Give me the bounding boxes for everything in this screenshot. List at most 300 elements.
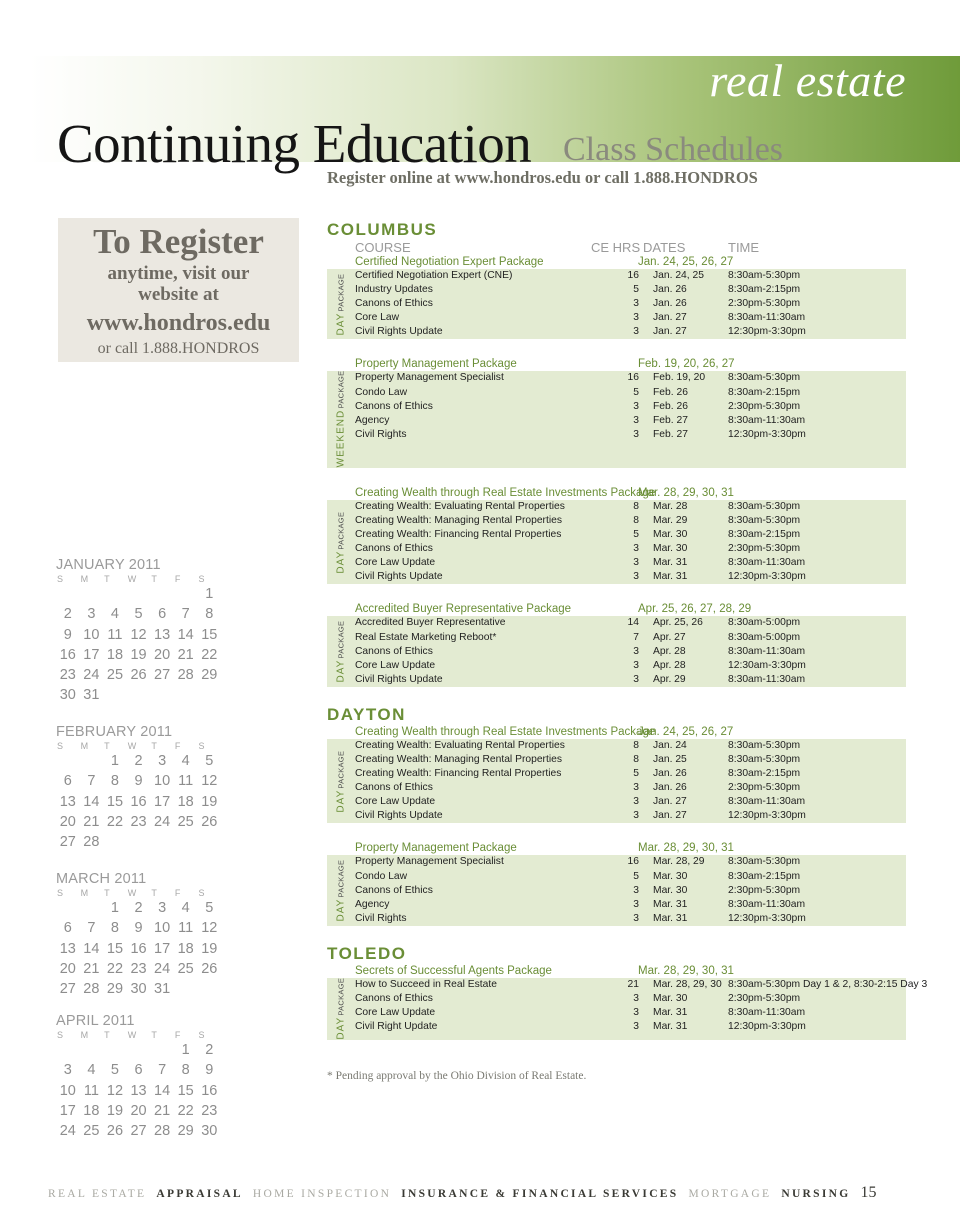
course-time: 8:30am-11:30am: [728, 645, 806, 657]
calendar-day: 5: [110, 1062, 119, 1079]
calendar-day: 19: [201, 793, 218, 810]
calendar-month-title: APRIL 2011: [56, 1013, 135, 1029]
calendar-day: [56, 584, 80, 604]
ce-hours: 3: [633, 782, 639, 794]
table-row: [355, 898, 906, 912]
calendar-day: [127, 584, 151, 604]
column-header-time: TIME: [728, 240, 760, 255]
package-side-sublabel: PACKAGE: [336, 977, 346, 1016]
calendar-day: [150, 832, 174, 852]
package-rows: [355, 616, 906, 686]
package-side-sublabel: PACKAGE: [336, 750, 346, 789]
calendar-day: [80, 898, 104, 918]
package-side-label: [327, 739, 355, 824]
calendar-weekday: S: [57, 888, 64, 898]
course-time: 12:30pm-3:30pm: [728, 1021, 806, 1033]
calendar-weekday: W: [127, 741, 137, 751]
calendar-day: [103, 685, 127, 705]
ce-hours: 3: [633, 298, 639, 310]
calendar-day: 22: [177, 1102, 194, 1119]
calendar-week: [56, 918, 221, 938]
course-name: Accredited Buyer Representative: [355, 617, 506, 629]
footer-category-link[interactable]: HOME INSPECTION: [252, 1188, 392, 1200]
calendar-weekday: M: [80, 741, 89, 751]
calendar-week: [56, 1121, 221, 1141]
calendar-day: 20: [59, 813, 76, 830]
course-dates: Mar. 31: [653, 557, 688, 569]
calendar-day: 1: [181, 1042, 190, 1058]
package-table: [327, 371, 906, 467]
calendar-day: [197, 979, 221, 999]
footnote: * Pending approval by the Ohio Division of Real Estate.: [327, 1070, 587, 1082]
calendar-weekday: S: [57, 1030, 64, 1040]
calendar-day: 8: [181, 1062, 190, 1079]
footer-category-link[interactable]: REAL ESTATE: [48, 1188, 147, 1200]
calendar-day: [174, 979, 198, 999]
table-row: [355, 269, 906, 283]
course-time: 8:30am-11:30am: [728, 673, 806, 685]
calendar-day: [150, 685, 174, 705]
city-section: [327, 220, 906, 687]
calendar-day: 16: [59, 646, 76, 663]
course-time: 8:30am-2:15pm: [728, 284, 801, 296]
course-dates: Jan. 24, 25: [653, 270, 704, 281]
calendar-day: 19: [106, 1102, 124, 1119]
calendar-day: 13: [154, 626, 171, 643]
package-side-label: [327, 269, 355, 339]
calendar-day: 13: [59, 793, 76, 810]
ce-hours: 5: [633, 284, 639, 296]
course-dates: Feb. 27: [653, 428, 688, 440]
ce-hours: 3: [633, 571, 639, 583]
course-name: Canons of Ethics: [355, 298, 433, 310]
course-dates: Feb. 26: [653, 400, 688, 412]
calendar-week: [56, 685, 221, 705]
calendar-day: [103, 584, 127, 604]
package-type-label: DAY: [335, 312, 347, 336]
calendar-day: 18: [177, 793, 194, 810]
calendar-day: 8: [110, 920, 119, 937]
package-table: [327, 500, 906, 585]
calendar-day: [56, 1040, 80, 1060]
package-title-row: [327, 602, 906, 616]
course-dates: Mar. 28, 29: [653, 856, 705, 868]
footer-category-link[interactable]: NURSING: [781, 1188, 851, 1200]
calendar-day: 18: [106, 646, 124, 663]
register-website-link[interactable]: www.hondros.edu: [86, 310, 271, 336]
course-dates: Feb. 19, 20: [653, 372, 706, 384]
calendar-day: [174, 584, 198, 604]
course-name: Canons of Ethics: [355, 400, 433, 412]
ce-hours: 3: [633, 543, 639, 555]
table-row: [355, 514, 906, 528]
calendar-day: 21: [83, 813, 100, 830]
package-table: [327, 616, 906, 686]
ce-hours: 3: [633, 1007, 639, 1019]
calendar-month-title: JANUARY 2011: [56, 557, 161, 573]
course-time: 12:30am-3:30pm: [728, 659, 806, 671]
course-name: Core Law Update: [355, 659, 436, 671]
course-name: Core Law: [355, 312, 400, 324]
package-side-sublabel: PACKAGE: [336, 371, 346, 410]
package-rows: [355, 371, 906, 467]
column-header-course: COURSE: [355, 240, 411, 255]
package-side-sublabel: PACKAGE: [336, 273, 346, 312]
course-dates: Mar. 31: [653, 898, 688, 910]
package-dates: Jan. 24, 25, 26, 27: [638, 256, 734, 268]
table-row: [355, 616, 906, 630]
table-row: [355, 542, 906, 556]
course-name: Civil Rights Update: [355, 673, 443, 685]
calendar-day: 28: [177, 667, 194, 684]
calendar-week: [56, 751, 221, 771]
calendar-day: 25: [177, 813, 194, 830]
calendar-week: [56, 625, 221, 645]
month-calendar: [56, 724, 221, 852]
calendar-day: 18: [83, 1102, 100, 1119]
package-rows: [355, 500, 906, 585]
course-name: Industry Updates: [355, 284, 433, 296]
calendar-weekday: T: [151, 888, 157, 898]
calendar-weekday: S: [57, 741, 64, 751]
course-dates: Jan. 27: [653, 312, 687, 324]
calendar-week: [56, 792, 221, 812]
register-phone: or call 1.888.HONDROS: [97, 340, 260, 357]
calendar-week: [56, 959, 221, 979]
course-name: Real Estate Marketing Reboot*: [355, 631, 497, 643]
calendar-weekday: T: [151, 1030, 157, 1040]
register-box: [58, 218, 299, 362]
course-time: 8:30am-2:15pm: [728, 386, 801, 398]
page-subtitle: Class Schedules: [563, 131, 784, 168]
ce-hours: 8: [633, 739, 639, 751]
course-dates: Mar. 30: [653, 884, 688, 896]
calendar-day: 16: [130, 793, 147, 810]
calendar-day: 30: [59, 687, 76, 704]
course-dates: Apr. 28: [653, 659, 686, 671]
calendar-day: 13: [59, 940, 76, 957]
calendar-weekday: F: [174, 1030, 181, 1040]
package-type-label: DAY: [335, 659, 347, 683]
calendar-day: [80, 584, 104, 604]
table-row: [355, 855, 906, 869]
course-time: 8:30am-5:30pm: [728, 500, 801, 512]
calendar-day: 10: [83, 626, 100, 643]
calendar-weekday-row: [56, 741, 221, 751]
calendar-week: [56, 939, 221, 959]
calendar-day: [80, 751, 104, 771]
calendar-day: 26: [130, 667, 147, 684]
package-title: Secrets of Successful Agents Package: [355, 964, 552, 977]
course-name: Creating Wealth: Managing Rental Properties: [355, 514, 563, 526]
course-dates: Jan. 27: [653, 796, 687, 808]
ce-hours: 3: [633, 326, 639, 338]
course-time: 8:30am-11:30am: [728, 414, 806, 426]
table-row: [355, 978, 927, 992]
footer-category-link[interactable]: INSURANCE & FINANCIAL SERVICES: [401, 1188, 679, 1200]
course-time: 8:30am-11:30am: [728, 898, 806, 910]
course-time: 8:30am-2:15pm: [728, 768, 801, 780]
course-dates: Mar. 31: [653, 571, 688, 583]
course-time: 2:30pm-5:30pm: [728, 298, 801, 310]
course-dates: Jan. 24: [653, 739, 687, 751]
calendar-day: 31: [154, 981, 171, 998]
calendar-day: 8: [110, 773, 119, 790]
package-side-label: [327, 855, 355, 925]
course-name: Certified Negotiation Expert (CNE): [355, 270, 513, 281]
city-section: [327, 705, 906, 926]
course-dates: Jan. 27: [653, 326, 687, 338]
table-row: [355, 283, 906, 297]
package-rows: [355, 269, 906, 339]
ce-hours: 16: [627, 372, 639, 384]
calendar-month-title: MARCH 2011: [56, 871, 147, 887]
calendar-day: 16: [201, 1082, 218, 1099]
course-time: 2:30pm-5:30pm: [728, 543, 801, 555]
calendar-day: 29: [106, 981, 124, 998]
package-title-row: [327, 255, 906, 269]
calendar-day: [103, 1040, 127, 1060]
package-side-label: [327, 978, 355, 1040]
package-rows: [355, 855, 906, 925]
course-name: Civil Right Update: [355, 1021, 438, 1033]
calendar-day: 6: [134, 1062, 143, 1079]
table-row: [355, 414, 906, 428]
calendar-day: 27: [59, 981, 76, 998]
table-row: [355, 556, 906, 570]
package-table: [327, 739, 906, 824]
calendar-day: 9: [63, 626, 72, 643]
calendar-day: 2: [63, 606, 72, 623]
package-side-label: [327, 616, 355, 686]
course-time: 8:30am-2:15pm: [728, 529, 801, 541]
calendar-day: 17: [83, 646, 100, 663]
calendar-day: 14: [83, 793, 100, 810]
calendar-weekday: T: [104, 741, 110, 751]
calendar-day: 26: [201, 960, 218, 977]
course-dates: Apr. 29: [653, 673, 686, 685]
course-name: Creating Wealth: Managing Rental Properties: [355, 753, 563, 765]
calendar-day: 25: [177, 960, 194, 977]
page-title: Continuing Education: [57, 113, 532, 174]
calendar-day: 8: [205, 606, 214, 623]
calendar-weekday: T: [104, 574, 110, 584]
course-time: 8:30am-11:30am: [728, 312, 806, 324]
table-row: [355, 739, 906, 753]
package-title: Creating Wealth through Real Estate Investments Package: [355, 486, 656, 499]
course-name: Core Law Update: [355, 1007, 436, 1019]
calendar-day: 2: [134, 900, 143, 916]
month-calendar: [56, 871, 221, 999]
calendar-day: 5: [205, 900, 214, 916]
footer-category-link[interactable]: MORTGAGE: [688, 1188, 772, 1200]
calendar-day: 12: [130, 626, 147, 643]
calendar-day: 1: [110, 900, 119, 916]
course-dates: Jan. 26: [653, 768, 687, 780]
course-dates: Mar. 28: [653, 500, 688, 512]
course-dates: Mar. 30: [653, 993, 688, 1004]
calendar-day: [174, 832, 198, 852]
course-time: 2:30pm-5:30pm: [728, 884, 801, 896]
course-name: Civil Rights: [355, 428, 407, 440]
calendar-week: [56, 665, 221, 685]
calendar-day: 10: [59, 1082, 76, 1099]
table-row: [355, 386, 906, 400]
calendar-day: 31: [83, 687, 100, 704]
ce-hours: 3: [633, 884, 639, 896]
calendar-weekday-row: [56, 888, 221, 898]
calendar-day: 26: [201, 813, 218, 830]
section-tag: real estate: [709, 55, 906, 106]
calendar-day: 21: [83, 960, 100, 977]
footer-category-link[interactable]: APPRAISAL: [156, 1188, 243, 1200]
table-row: [355, 781, 906, 795]
calendar-day: 6: [63, 773, 72, 790]
calendar-day: 11: [178, 920, 194, 937]
calendar-day: 17: [154, 940, 171, 957]
calendar-day: 28: [83, 834, 100, 851]
register-online-line: Register online at www.hondros.edu or call 1.888.HONDROS: [327, 168, 758, 187]
package-dates: Mar. 28, 29, 30, 31: [638, 964, 734, 977]
course-time: 2:30pm-5:30pm: [728, 993, 801, 1004]
calendar-week: [56, 645, 221, 665]
course-name: Core Law Update: [355, 557, 436, 569]
package-rows: [355, 739, 906, 824]
calendar-day: [56, 751, 80, 771]
course-time: 8:30am-2:15pm: [728, 870, 801, 882]
course-name: Creating Wealth: Financing Rental Properties: [355, 529, 562, 541]
table-row: [355, 371, 906, 385]
calendar-day: 6: [158, 606, 167, 623]
course-name: Canons of Ethics: [355, 543, 433, 555]
calendar-weekday: W: [127, 574, 137, 584]
calendar-weekday: T: [151, 741, 157, 751]
table-row: [355, 500, 906, 514]
calendar-day: 24: [154, 960, 171, 977]
table-row: [355, 325, 906, 339]
calendar-day: 26: [106, 1123, 124, 1140]
ce-hours: 8: [633, 514, 639, 526]
calendar-weekday: F: [174, 574, 181, 584]
register-box-line: website at: [138, 284, 219, 305]
course-name: Canons of Ethics: [355, 782, 433, 794]
course-time: 12:30pm-3:30pm: [728, 810, 806, 822]
course-time: 8:30am-5:30pm: [728, 856, 801, 868]
course-time: 8:30am-5:00pm: [728, 631, 801, 643]
ce-hours: 3: [633, 659, 639, 671]
course-name: Canons of Ethics: [355, 993, 433, 1004]
calendar-day: 11: [83, 1082, 99, 1099]
table-row: [355, 428, 906, 442]
calendar-day: 7: [181, 606, 190, 623]
package-title: Property Management Package: [355, 358, 517, 371]
ce-hours: 3: [633, 557, 639, 569]
calendar-weekday: W: [127, 1030, 137, 1040]
calendar-weekday-row: [56, 574, 221, 584]
calendar-day: 14: [177, 626, 194, 643]
course-time: 8:30am-5:30pm: [728, 372, 801, 384]
course-time: 12:30pm-3:30pm: [728, 571, 806, 583]
calendar-week: [56, 979, 221, 999]
course-dates: Apr. 27: [653, 631, 686, 643]
package-title: Accredited Buyer Representative Package: [355, 603, 572, 616]
month-calendar: [56, 557, 221, 706]
table-row: [355, 1020, 927, 1034]
ce-hours: 7: [633, 631, 639, 643]
course-dates: Mar. 31: [653, 1007, 688, 1019]
calendar-week: [56, 898, 221, 918]
course-name: Core Law Update: [355, 796, 436, 808]
course-dates: Mar. 30: [653, 529, 688, 541]
ce-hours: 21: [627, 978, 639, 990]
calendar-day: 4: [87, 1062, 96, 1079]
package-title: Property Management Package: [355, 842, 517, 855]
package-dates: Apr. 25, 26, 27, 28, 29: [638, 603, 752, 616]
course-time: 8:30am-5:00pm: [728, 617, 801, 629]
course-name: Canons of Ethics: [355, 884, 433, 896]
calendar-day: 9: [205, 1062, 214, 1079]
calendar-day: 28: [154, 1123, 171, 1140]
calendar-day: 3: [87, 606, 96, 623]
ce-hours: 3: [633, 898, 639, 910]
course-time: 12:30pm-3:30pm: [728, 912, 806, 924]
course-name: Agency: [355, 898, 390, 910]
ce-hours: 3: [633, 1021, 639, 1033]
month-calendar: [56, 1013, 221, 1141]
course-dates: Mar. 30: [653, 870, 688, 882]
calendar-day: 2: [205, 1042, 214, 1058]
column-header-hours: CE HRS: [591, 240, 641, 255]
calendar-weekday: M: [80, 1030, 89, 1040]
course-dates: Feb. 27: [653, 414, 688, 426]
class-schedule: [327, 220, 928, 1058]
table-row: [355, 884, 906, 898]
course-name: Property Management Specialist: [355, 372, 504, 384]
ce-hours: 16: [627, 270, 639, 281]
package-type-label: DAY: [335, 898, 347, 922]
package-type-label: DAY: [335, 789, 347, 812]
register-box-title: To Register: [93, 222, 264, 261]
calendar-day: 10: [154, 773, 171, 790]
course-dates: Jan. 27: [653, 810, 687, 822]
calendar-day: 30: [201, 1123, 218, 1140]
calendar-day: 22: [106, 813, 124, 830]
calendar-day: 15: [106, 793, 124, 810]
course-name: Civil Rights: [355, 912, 407, 924]
calendar-day: [127, 832, 151, 852]
table-row: [355, 631, 906, 645]
package-side-label: [327, 371, 355, 467]
ce-hours: 5: [633, 870, 639, 882]
package-table: [327, 855, 906, 925]
calendar-day: [150, 584, 174, 604]
calendar-week: [56, 812, 221, 832]
package-side-sublabel: PACKAGE: [336, 511, 346, 550]
calendar-day: 30: [130, 981, 147, 998]
calendar-day: 24: [83, 667, 100, 684]
footer-nav: [48, 1184, 908, 1202]
course-name: Condo Law: [355, 870, 408, 882]
calendar-day: 23: [130, 813, 147, 830]
package-table: [327, 977, 928, 1040]
calendar-day: 22: [201, 646, 218, 663]
calendar-weekday: T: [104, 888, 110, 898]
calendar-day: 21: [154, 1102, 171, 1119]
package-dates: Mar. 28, 29, 30, 31: [638, 842, 734, 855]
calendar-day: [150, 1040, 174, 1060]
calendar-day: 25: [83, 1123, 100, 1140]
calendar-day: 23: [59, 667, 76, 684]
